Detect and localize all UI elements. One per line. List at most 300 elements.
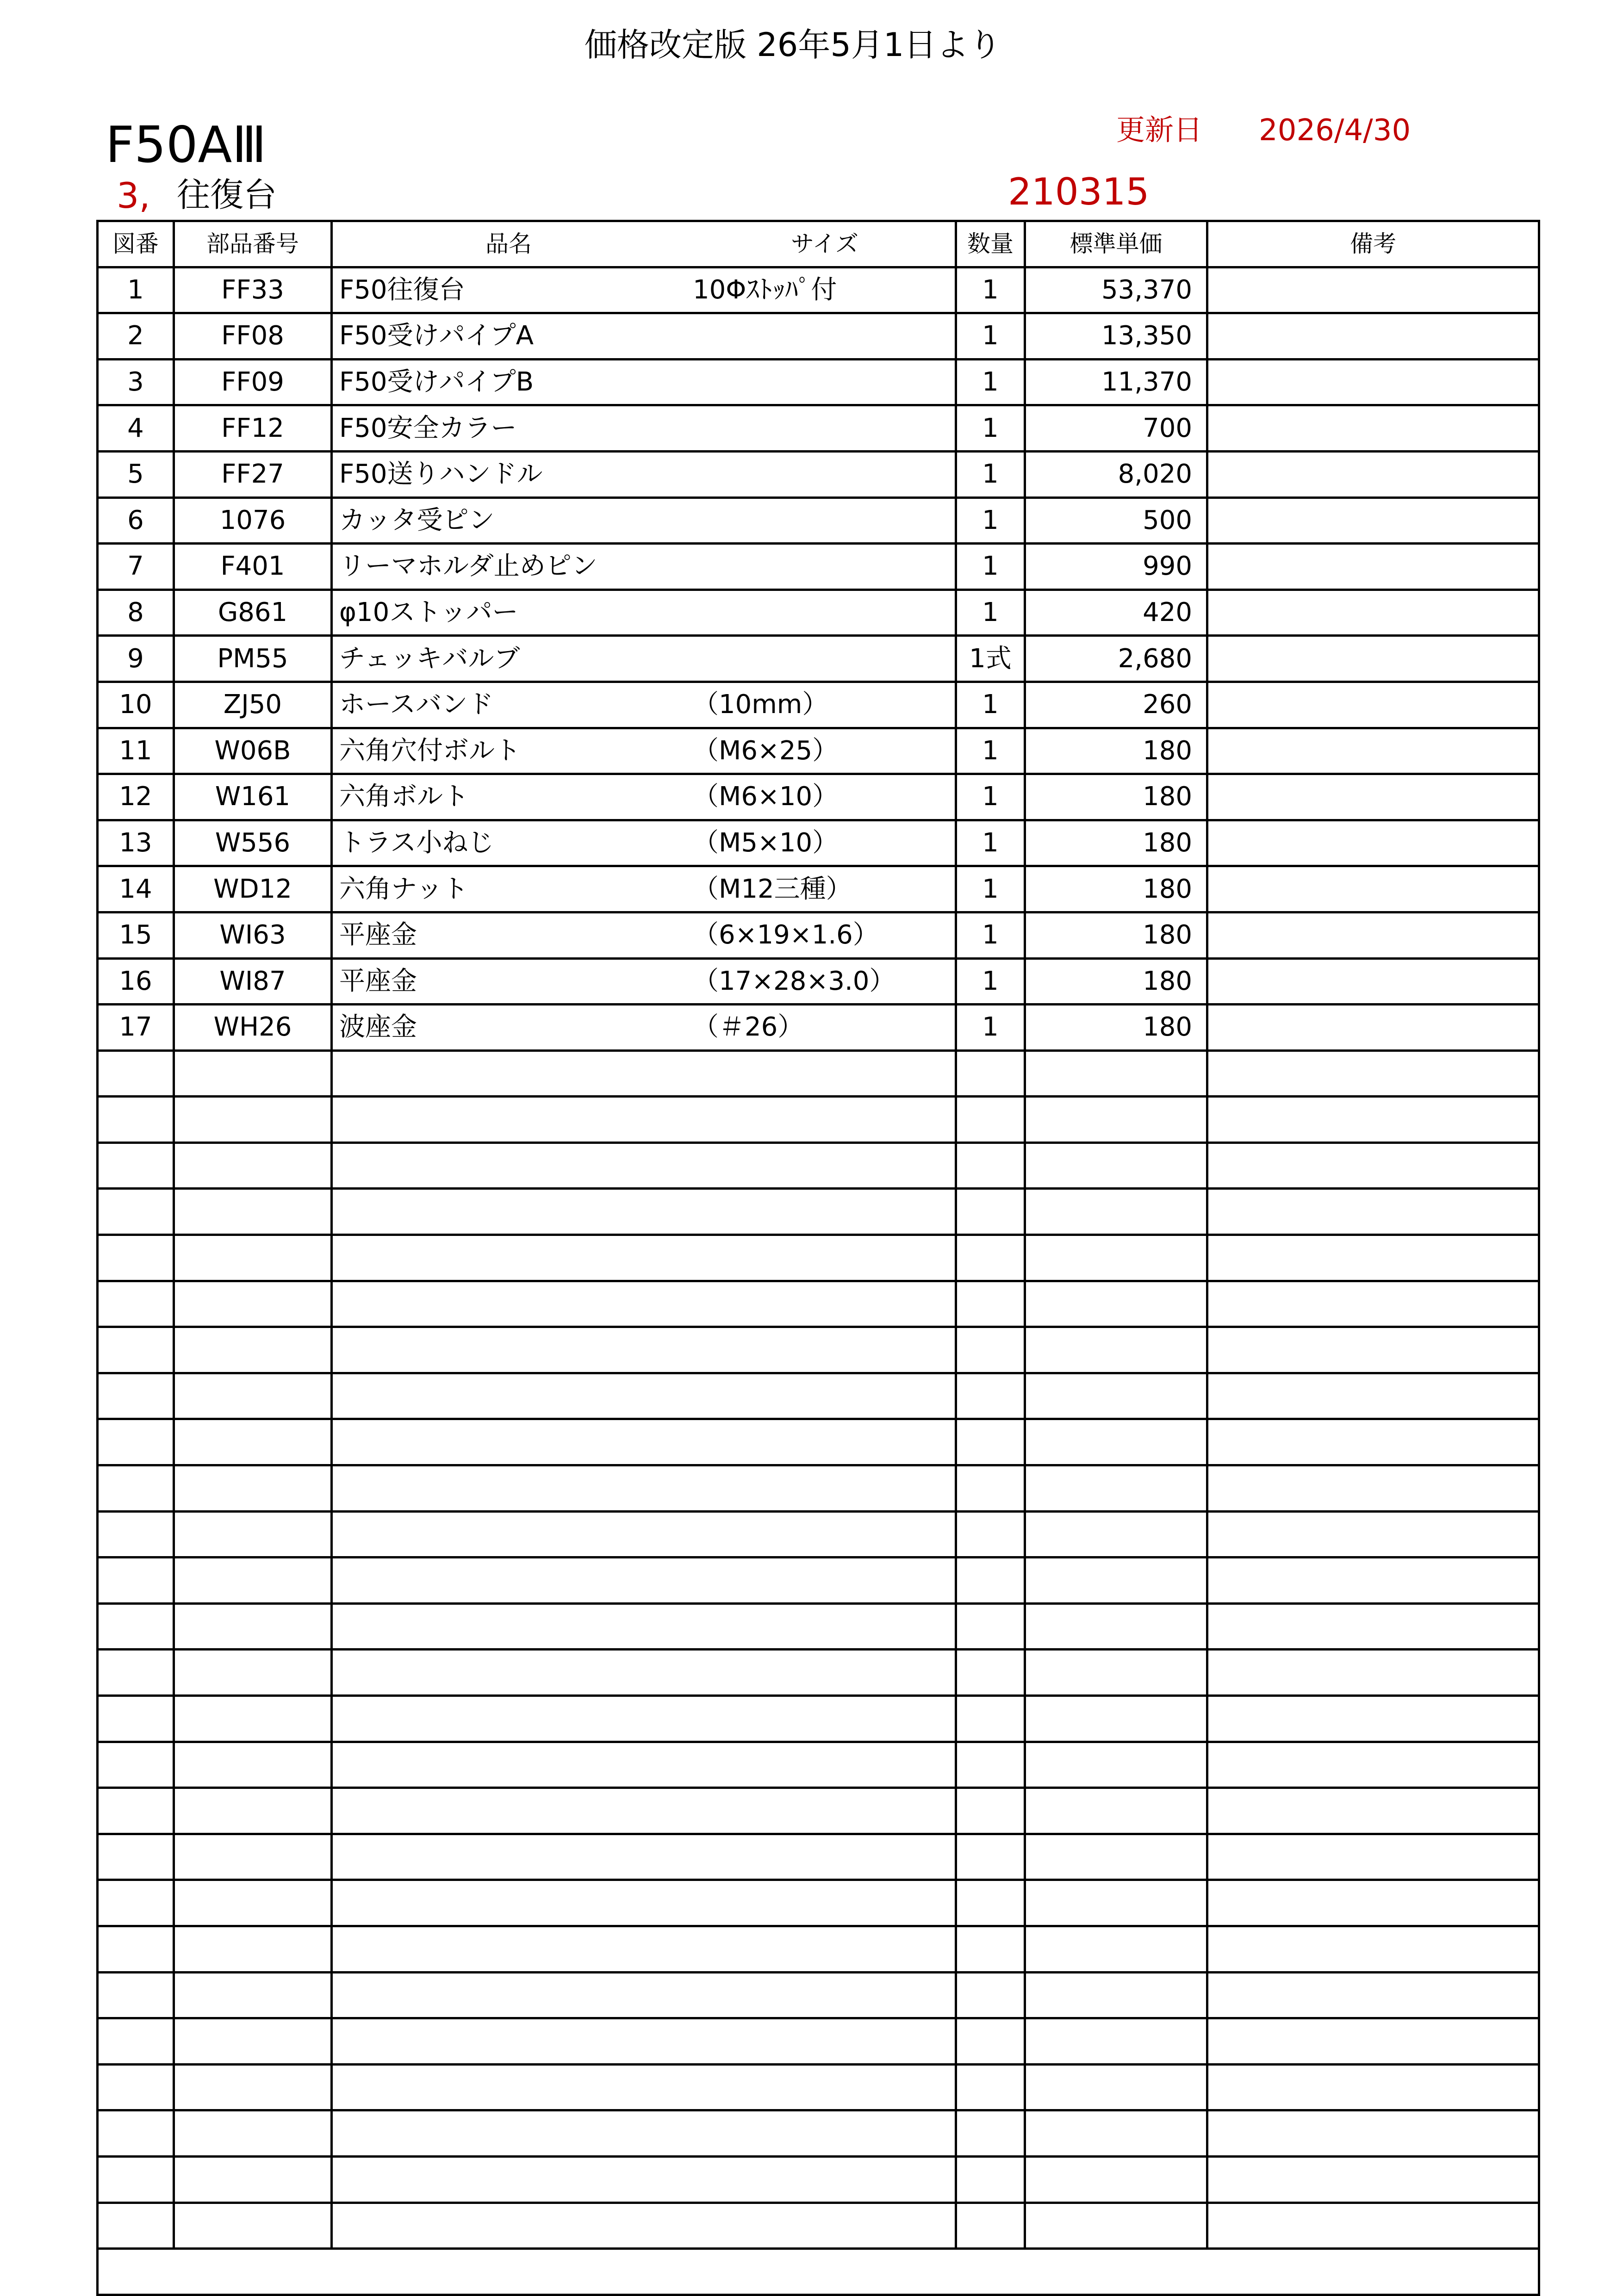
name-size-cell [332,682,956,728]
remarks-cell [1207,544,1539,590]
qty-cell [956,1926,1025,1972]
part-no-cell: FF27 [174,451,332,497]
remarks-cell [1207,1419,1539,1465]
name-size-cell [332,1511,956,1558]
fig-no-cell: 12 [98,774,174,820]
fig-no-cell [98,2156,174,2203]
qty-cell: 1 [956,359,1025,405]
table-row [98,636,1539,682]
empty-table-row [98,1696,1539,1742]
section-name: 往復台 [177,175,277,214]
name-size-cell [332,1189,956,1235]
part-size: 10Φｽﾄｯﾊﾟ付 [693,274,837,305]
qty-cell: 1 [956,544,1025,590]
price-cell [1025,1327,1207,1373]
fig-no-cell [98,1742,174,1788]
part-no-cell [174,1419,332,1465]
fig-no-cell [98,2110,174,2157]
remarks-cell [1207,866,1539,912]
table-row [98,1005,1539,1051]
part-no-cell: WI63 [174,912,332,958]
model-code: F50AⅢ [106,116,267,174]
empty-table-row [98,1880,1539,1926]
name-size-cell [332,1235,956,1281]
qty-cell [956,1834,1025,1880]
name-size-cell [332,1650,956,1696]
empty-table-row [98,2018,1539,2065]
qty-cell: 1 [956,820,1025,866]
fig-no-cell: 15 [98,912,174,958]
fig-no-cell [98,1603,174,1650]
table-row [98,451,1539,497]
price-cell [1025,1603,1207,1650]
updated-date-label: 更新日 [1116,113,1203,147]
fig-no-cell [98,1834,174,1880]
price-cell [1025,1142,1207,1189]
table-row [98,590,1539,636]
part-no-cell: WI87 [174,958,332,1005]
price-cell [1025,1050,1207,1097]
part-name: F50受けパイプB [339,367,534,397]
fig-no-cell [98,1050,174,1097]
part-size: （M12三種） [693,874,852,904]
qty-cell [956,1511,1025,1558]
part-no-cell [174,1742,332,1788]
price-cell [1025,1650,1207,1696]
empty-table-row [98,1465,1539,1512]
remarks-cell [1207,1511,1539,1558]
part-no-cell [174,1235,332,1281]
remarks-cell [1207,1097,1539,1143]
part-no-cell [174,2110,332,2157]
empty-table-row [98,2064,1539,2110]
empty-table-row [98,1926,1539,1972]
qty-cell [956,2203,1025,2249]
table-row [98,728,1539,774]
name-size-cell [332,405,956,452]
fig-no-cell [98,1327,174,1373]
table-row [98,912,1539,958]
price-cell [1025,1972,1207,2018]
remarks-cell [1207,1558,1539,1604]
qty-cell [956,1788,1025,1834]
part-size: （＃26） [693,1012,804,1043]
price-cell [1025,1880,1207,1926]
remarks-cell [1207,1834,1539,1880]
empty-table-row [98,1511,1539,1558]
part-name: 平座金 [339,920,417,950]
name-size-cell [332,1603,956,1650]
name-size-cell [332,636,956,682]
qty-cell [956,1603,1025,1650]
fig-no-cell [98,1373,174,1419]
fig-no-cell: 16 [98,958,174,1005]
price-cell [1025,1696,1207,1742]
part-no-cell [174,1142,332,1189]
table-row [98,682,1539,728]
table-footer-row [98,2249,1539,2295]
fig-no-cell [98,1419,174,1465]
part-no-cell: W556 [174,820,332,866]
price-cell [1025,1511,1207,1558]
part-name: F50送りハンドル [339,459,543,490]
name-size-cell [332,313,956,360]
name-size-cell [332,2156,956,2203]
qty-cell [956,1189,1025,1235]
price-cell: 11,370 [1025,359,1207,405]
part-name: F50安全カラー [339,413,517,443]
part-size: （17×28×3.0） [693,966,895,996]
part-no-cell: FF08 [174,313,332,360]
header-name-size [332,221,956,267]
qty-cell [956,1558,1025,1604]
table-row [98,774,1539,820]
empty-table-row [98,1972,1539,2018]
part-name: 平座金 [339,966,417,996]
qty-cell: 1 [956,774,1025,820]
fig-no-cell: 13 [98,820,174,866]
header-fig-no: 図番 [98,221,174,267]
remarks-cell [1207,267,1539,313]
remarks-cell [1207,1005,1539,1051]
qty-cell [956,1972,1025,2018]
remarks-cell [1207,1189,1539,1235]
fig-no-cell [98,1511,174,1558]
part-no-cell [174,1097,332,1143]
empty-table-row [98,1281,1539,1327]
part-no-cell [174,1050,332,1097]
name-size-cell [332,1373,956,1419]
name-size-cell [332,1050,956,1097]
section-number: 3, [117,175,150,216]
fig-no-cell: 14 [98,866,174,912]
name-size-cell [332,1465,956,1512]
qty-cell: 1 [956,1005,1025,1051]
empty-table-row [98,1142,1539,1189]
qty-cell [956,1281,1025,1327]
price-cell: 8,020 [1025,451,1207,497]
part-name: 六角ナット [339,874,468,904]
remarks-cell [1207,2156,1539,2203]
remarks-cell [1207,2064,1539,2110]
part-no-cell [174,1650,332,1696]
qty-cell: 1 [956,267,1025,313]
price-cell [1025,1235,1207,1281]
remarks-cell [1207,1972,1539,2018]
fig-no-cell [98,1465,174,1512]
fig-no-cell [98,1650,174,1696]
name-size-cell [332,728,956,774]
empty-table-row [98,1834,1539,1880]
empty-table-row [98,1742,1539,1788]
name-size-cell [332,544,956,590]
empty-table-row [98,1235,1539,1281]
part-no-cell [174,1696,332,1742]
part-name: リーマホルダ止めピン [339,551,597,582]
qty-cell [956,1880,1025,1926]
fig-no-cell: 17 [98,1005,174,1051]
price-cell [1025,1373,1207,1419]
qty-cell: 1 [956,866,1025,912]
empty-table-row [98,2156,1539,2203]
price-cell [1025,1834,1207,1880]
fig-no-cell: 9 [98,636,174,682]
table-row [98,958,1539,1005]
remarks-cell [1207,1650,1539,1696]
remarks-cell [1207,1880,1539,1926]
part-no-cell [174,1373,332,1419]
part-size: （M5×10） [693,828,839,858]
part-no-cell: 1076 [174,497,332,544]
part-no-cell: W06B [174,728,332,774]
part-no-cell [174,1189,332,1235]
qty-cell [956,2156,1025,2203]
part-size: （6×19×1.6） [693,920,879,950]
price-cell [1025,1281,1207,1327]
qty-cell [956,1373,1025,1419]
fig-no-cell: 2 [98,313,174,360]
qty-cell [956,1742,1025,1788]
remarks-cell [1207,1465,1539,1512]
part-name: カッタ受ピン [339,505,495,535]
part-no-cell [174,1880,332,1926]
part-no-cell: FF09 [174,359,332,405]
name-size-cell [332,1419,956,1465]
fig-no-cell: 4 [98,405,174,452]
fig-no-cell: 11 [98,728,174,774]
remarks-cell [1207,958,1539,1005]
remarks-cell [1207,2018,1539,2065]
part-no-cell [174,1926,332,1972]
name-size-cell [332,1972,956,2018]
table-row [98,866,1539,912]
price-cell: 13,350 [1025,313,1207,360]
header-name: 品名 [485,230,532,258]
qty-cell [956,1235,1025,1281]
part-no-cell [174,1465,332,1512]
qty-cell [956,1142,1025,1189]
price-cell: 53,370 [1025,267,1207,313]
qty-cell: 1式 [956,636,1025,682]
qty-cell: 1 [956,497,1025,544]
table-body [98,267,1539,2295]
empty-table-row [98,1603,1539,1650]
name-size-cell [332,1926,956,1972]
table-row [98,267,1539,313]
price-cell: 990 [1025,544,1207,590]
qty-cell [956,1050,1025,1097]
part-no-cell [174,2156,332,2203]
name-size-cell [332,359,956,405]
price-cell: 180 [1025,912,1207,958]
part-no-cell [174,1834,332,1880]
fig-no-cell [98,1788,174,1834]
part-name: φ10ストッパー [339,597,518,628]
fig-no-cell [98,1972,174,2018]
part-name: F50往復台 [339,274,465,305]
part-name: ホースバンド [339,689,494,720]
name-size-cell [332,1097,956,1143]
remarks-cell [1207,405,1539,452]
remarks-cell [1207,1050,1539,1097]
price-cell: 180 [1025,728,1207,774]
name-size-cell [332,2018,956,2065]
qty-cell: 1 [956,590,1025,636]
empty-table-row [98,1189,1539,1235]
remarks-cell [1207,1142,1539,1189]
empty-table-row [98,1097,1539,1143]
header-qty: 数量 [956,221,1025,267]
qty-cell: 1 [956,405,1025,452]
price-cell [1025,1926,1207,1972]
remarks-cell [1207,1926,1539,1972]
price-cell [1025,1189,1207,1235]
fig-no-cell [98,2203,174,2249]
qty-cell [956,1419,1025,1465]
table-row [98,405,1539,452]
price-cell: 420 [1025,590,1207,636]
part-no-cell [174,2018,332,2065]
qty-cell [956,1327,1025,1373]
qty-cell: 1 [956,313,1025,360]
fig-no-cell: 6 [98,497,174,544]
qty-cell [956,2110,1025,2157]
remarks-cell [1207,359,1539,405]
price-cell [1025,2018,1207,2065]
name-size-cell [332,1880,956,1926]
empty-table-row [98,1788,1539,1834]
parts-price-table [96,220,1540,2296]
empty-table-row [98,1558,1539,1604]
name-size-cell [332,774,956,820]
name-size-cell [332,1696,956,1742]
table-row [98,359,1539,405]
part-no-cell: F401 [174,544,332,590]
fig-no-cell [98,2064,174,2110]
part-name: 波座金 [339,1012,417,1043]
remarks-cell [1207,728,1539,774]
remarks-cell [1207,2110,1539,2157]
name-size-cell [332,267,956,313]
name-size-cell [332,958,956,1005]
remarks-cell [1207,912,1539,958]
footer-cell [98,2249,1539,2295]
qty-cell: 1 [956,682,1025,728]
name-size-cell [332,1834,956,1880]
name-size-cell [332,1327,956,1373]
price-cell: 180 [1025,774,1207,820]
part-no-cell: WH26 [174,1005,332,1051]
name-size-cell [332,497,956,544]
part-no-cell [174,1558,332,1604]
part-no-cell: FF12 [174,405,332,452]
price-cell [1025,1742,1207,1788]
remarks-cell [1207,2203,1539,2249]
name-size-cell [332,912,956,958]
qty-cell [956,1097,1025,1143]
part-size: （10mm） [693,689,828,720]
empty-table-row [98,1373,1539,1419]
part-no-cell [174,1603,332,1650]
remarks-cell [1207,590,1539,636]
part-no-cell: FF33 [174,267,332,313]
remarks-cell [1207,1788,1539,1834]
empty-table-row [98,1050,1539,1097]
empty-table-row [98,1650,1539,1696]
fig-no-cell [98,1880,174,1926]
qty-cell: 1 [956,728,1025,774]
empty-table-row [98,1327,1539,1373]
price-cell [1025,2156,1207,2203]
fig-no-cell: 1 [98,267,174,313]
table-row [98,544,1539,590]
part-no-cell [174,2064,332,2110]
remarks-cell [1207,497,1539,544]
part-no-cell [174,1511,332,1558]
remarks-cell [1207,774,1539,820]
qty-cell: 1 [956,451,1025,497]
remarks-cell [1207,1281,1539,1327]
fig-no-cell [98,1097,174,1143]
price-cell [1025,2203,1207,2249]
part-name: 六角ボルト [339,782,469,812]
part-no-cell: W161 [174,774,332,820]
name-size-cell [332,2110,956,2157]
name-size-cell [332,820,956,866]
part-no-cell [174,1281,332,1327]
empty-table-row [98,2110,1539,2157]
part-size: （M6×25） [693,735,839,766]
table-row [98,313,1539,360]
name-size-cell [332,2064,956,2110]
header-price: 標準単価 [1025,221,1207,267]
fig-no-cell [98,1926,174,1972]
name-size-cell [332,451,956,497]
price-cell [1025,1465,1207,1512]
fig-no-cell [98,1558,174,1604]
qty-cell [956,2018,1025,2065]
price-cell: 500 [1025,497,1207,544]
fig-no-cell: 5 [98,451,174,497]
fig-no-cell [98,1189,174,1235]
remarks-cell [1207,1235,1539,1281]
qty-cell [956,1465,1025,1512]
document-title: 価格改定版 26年5月1日より [585,26,1001,64]
remarks-cell [1207,451,1539,497]
name-size-cell [332,1142,956,1189]
updated-date: 2026/4/30 [1259,113,1411,148]
name-size-cell [332,1281,956,1327]
price-cell: 2,680 [1025,636,1207,682]
part-no-cell: ZJ50 [174,682,332,728]
part-size: （M6×10） [693,782,839,812]
empty-table-row [98,1419,1539,1465]
price-cell [1025,2110,1207,2157]
qty-cell: 1 [956,912,1025,958]
price-cell: 700 [1025,405,1207,452]
remarks-cell [1207,313,1539,360]
qty-cell [956,1696,1025,1742]
remarks-cell [1207,1742,1539,1788]
price-cell: 180 [1025,1005,1207,1051]
price-cell [1025,1097,1207,1143]
qty-cell [956,1650,1025,1696]
name-size-cell [332,866,956,912]
fig-no-cell [98,1696,174,1742]
price-cell: 180 [1025,866,1207,912]
fig-no-cell: 8 [98,590,174,636]
part-no-cell [174,2203,332,2249]
